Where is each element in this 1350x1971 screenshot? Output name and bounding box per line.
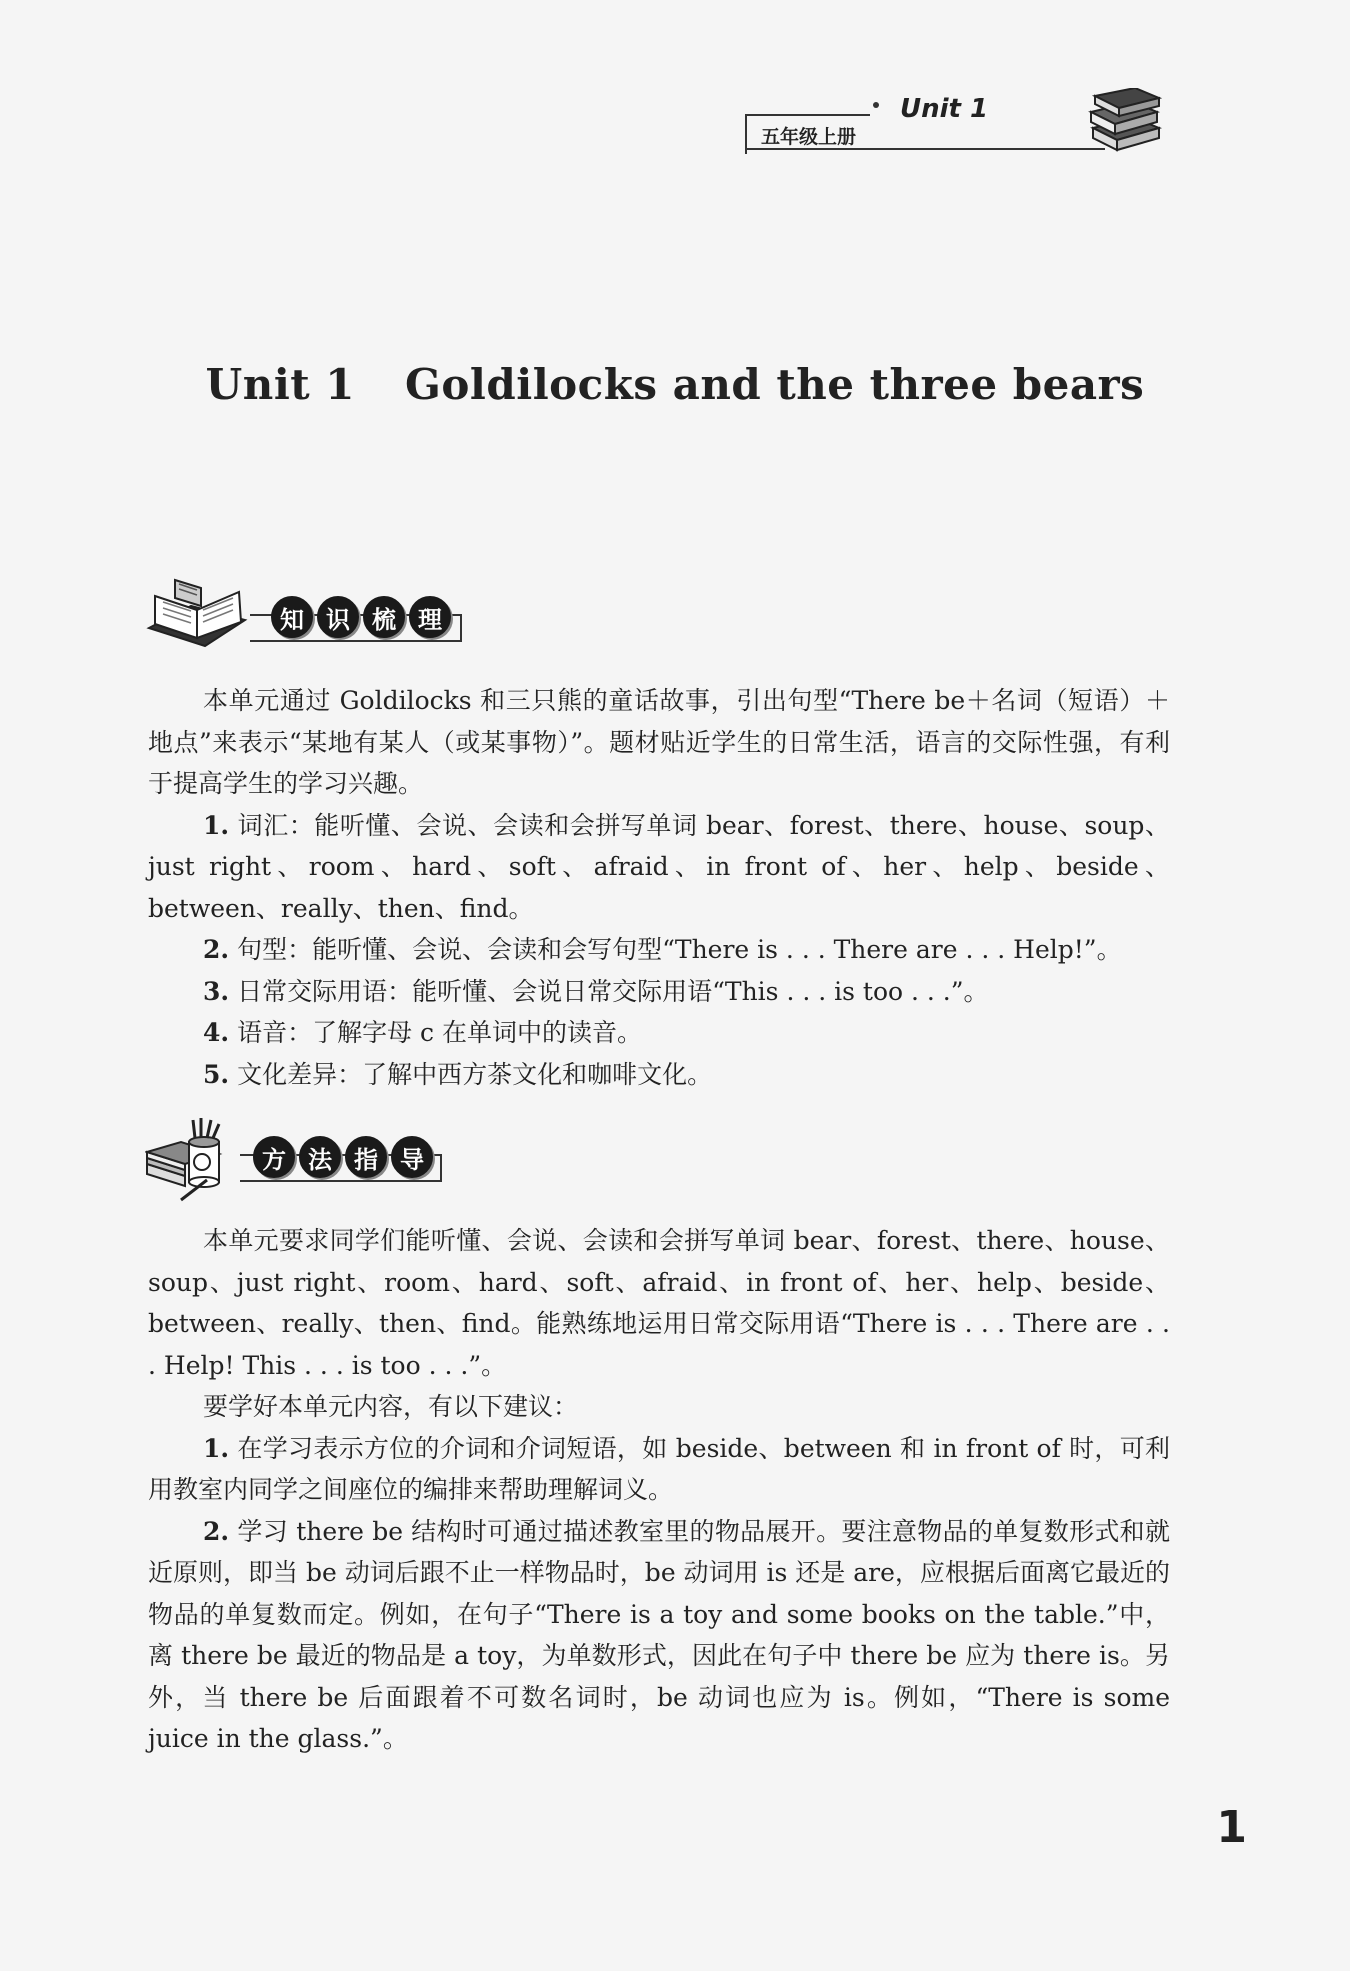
page-number: 1 — [1216, 1802, 1247, 1853]
item-number: 3. — [203, 976, 230, 1006]
section-underline — [250, 640, 462, 642]
books-stack-icon — [1085, 88, 1165, 156]
item-text: 文化差异：了解中西方茶文化和咖啡文化。 — [237, 1059, 713, 1089]
grade-label: 五年级上册 — [745, 114, 870, 154]
section-intro: 本单元通过 Goldilocks 和三只熊的童话故事，引出句型“There be＋名词（短语）＋地点”来表示“某地有某人（或某事物）”。题材贴近学生的日常生活，语言的交际性强，有利于提高学生的学习兴趣。 — [148, 686, 1170, 798]
item-number: 4. — [203, 1018, 230, 1047]
item-text: 学习 there be 结构时可通过描述教室里的物品展开。要注意物品的单复数形式和就近原则，即当 be 动词后跟不止一样物品时，be 动词用 is 还是 are，应根据后面离它最近的物品的单复数而定。例如，在句子“There is a toy and some books on the table.”中，离 there be 最近的物品是 a toy，为单数形式，因此在句子中 there be 应为 there is。另外，当 there be 后面跟着不可数名词时，be 动词也应为 is。例如，“There is some juice in the glass.”。 — [148, 1516, 1170, 1753]
section-char: 指 — [345, 1136, 387, 1178]
item-text: 在学习表示方位的介词和介词短语，如 beside、between 和 in front of 时，可利用教室内同学之间座位的编排来帮助理解词义。 — [148, 1433, 1170, 1504]
section-header-knowledge — [145, 576, 465, 656]
section-intro: 本单元要求同学们能听懂、会说、会读和会拼写单词 bear、forest、there、house、soup、just right、room、hard、soft、afraid、in front of、her、help、beside、between、really、then、find。能熟练地运用日常交际用语“There is . . . There are . . . Help! This . . . is too . . .”。 — [148, 1226, 1170, 1380]
section-knowledge-body — [148, 680, 1170, 1095]
item-number: 2. — [203, 1516, 230, 1546]
section-underline — [240, 1180, 442, 1182]
section-title-knowledge — [271, 596, 451, 638]
section-char: 理 — [409, 596, 451, 638]
item-text: 句型：能听懂、会说、会读和会写句型“There is . . . There are . . . Help!”。 — [237, 935, 1122, 964]
section-char: 知 — [271, 596, 313, 638]
section-char: 梳 — [363, 596, 405, 638]
unit-name: Goldilocks and the three bears — [405, 360, 1145, 409]
section-lead: 要学好本单元内容，有以下建议： — [203, 1392, 579, 1421]
section-method-body — [148, 1220, 1170, 1760]
list-item — [148, 1428, 1170, 1511]
section-char: 法 — [299, 1136, 341, 1178]
section-char: 方 — [253, 1136, 295, 1178]
item-text: 日常交际用语：能听懂、会说日常交际用语“This . . . is too . . .”。 — [237, 976, 989, 1006]
item-number: 5. — [203, 1059, 230, 1089]
pencil-cup-icon — [145, 1118, 245, 1202]
header-rule — [745, 148, 1105, 150]
running-header — [745, 88, 1175, 158]
list-item — [148, 971, 1170, 1013]
list-item — [148, 1012, 1170, 1054]
header-dot — [873, 102, 879, 108]
section-char: 识 — [317, 596, 359, 638]
section-header-method — [145, 1118, 445, 1198]
unit-number: Unit 1 — [205, 360, 356, 409]
header-unit-label: Unit 1 — [900, 94, 989, 124]
list-item — [148, 1511, 1170, 1760]
list-item — [148, 929, 1170, 971]
open-book-icon — [145, 576, 250, 656]
list-item — [148, 805, 1170, 930]
unit-title — [0, 360, 1350, 409]
item-text: 词汇：能听懂、会说、会读和会拼写单词 bear、forest、there、house、soup、just right、room、hard、soft、afraid、in front of、her、help、beside、between、really、then、find。 — [148, 810, 1170, 923]
list-item — [148, 1054, 1170, 1096]
section-char: 导 — [391, 1136, 433, 1178]
item-text: 语音：了解字母 c 在单词中的读音。 — [237, 1018, 643, 1047]
item-number: 2. — [203, 935, 230, 964]
item-number: 1. — [203, 1433, 230, 1463]
section-title-method — [253, 1136, 433, 1178]
item-number: 1. — [203, 810, 230, 840]
